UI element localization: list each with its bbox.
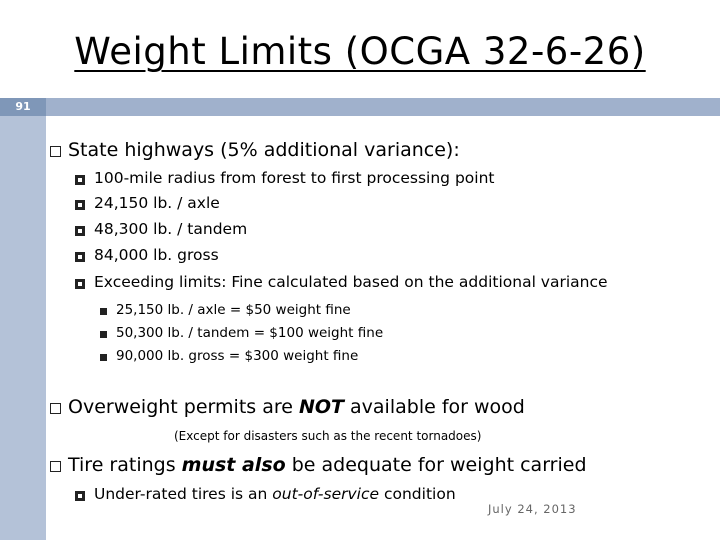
underrated-emphasis: out-of-service [272,485,380,503]
header-band [0,98,720,116]
slide-number: 91 [0,98,46,116]
sub-bullet: 24,150 lb. / axle [94,194,220,212]
square-bullet-icon [75,491,85,501]
fine-bullet: 50,300 lb. / tandem = $100 weight fine [116,325,384,341]
hollow-square-bullet-icon [50,146,61,157]
slide-date: July 24, 2013 [488,502,577,516]
square-bullet-icon [75,200,85,210]
hollow-square-bullet-icon [50,461,61,472]
underrated-text-pre: Under-rated tires is an [94,485,273,503]
overweight-text-pre: Overweight permits are [68,396,299,418]
left-accent-bar [0,98,46,540]
overweight-text-post: available for wood [343,396,525,418]
sub-bullet: 48,300 lb. / tandem [94,220,248,238]
square-bullet-icon [75,252,85,262]
disaster-note: (Except for disasters such as the recent tornadoes) [174,429,482,443]
bullet-tire-ratings [68,454,587,476]
square-bullet-icon [75,175,85,185]
sub-bullet-underrated [94,485,456,503]
fine-bullet: 25,150 lb. / axle = $50 weight fine [116,302,351,318]
tire-text-pre: Tire ratings [68,454,182,476]
small-square-bullet-icon [100,354,107,361]
sub-bullet: 100-mile radius from forest to first processing point [94,169,495,187]
bullet-state-highways: State highways (5% additional variance): [68,139,460,161]
fine-bullet: 90,000 lb. gross = $300 weight fine [116,348,359,364]
sub-bullet: Exceeding limits: Fine calculated based on the additional variance [94,273,608,291]
tire-text-post: be adequate for weight carried [285,454,587,476]
slide-title: Weight Limits (OCGA 32-6-26) [74,30,646,73]
square-bullet-icon [75,226,85,236]
overweight-emphasis: NOT [298,396,344,418]
sub-bullet: 84,000 lb. gross [94,246,219,264]
bullet-overweight-permits [68,396,525,418]
square-bullet-icon [75,279,85,289]
small-square-bullet-icon [100,331,107,338]
hollow-square-bullet-icon [50,403,61,414]
underrated-text-post: condition [379,485,456,503]
tire-emphasis: must also [181,454,286,476]
small-square-bullet-icon [100,308,107,315]
